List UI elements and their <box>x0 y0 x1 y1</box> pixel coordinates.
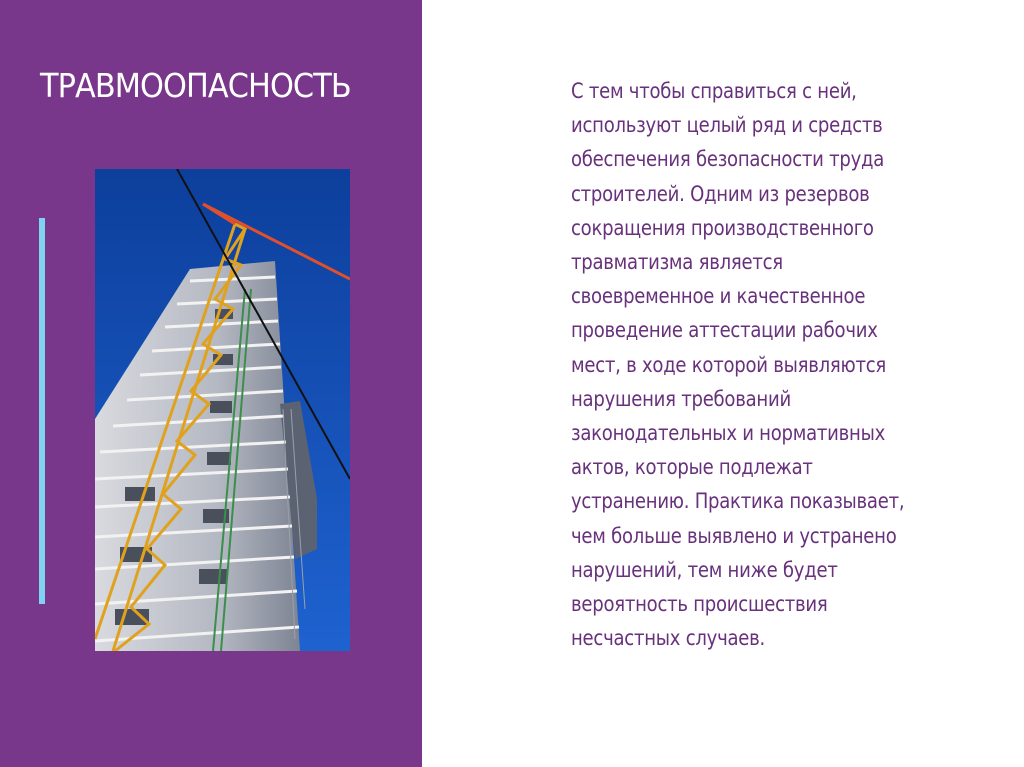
body-line: своевременное и качественное <box>571 284 866 309</box>
slide-title: ТРАВМООПАСНОСТЬ <box>40 66 351 105</box>
body-paragraph <box>571 74 932 655</box>
body-line: чем больше выявлено и устранено <box>571 523 897 548</box>
construction-photo <box>95 169 350 651</box>
body-line: мест, в ходе которой выявляются <box>571 352 886 377</box>
accent-bar <box>39 218 45 604</box>
body-line: законодательных и нормативных <box>571 421 886 446</box>
body-line: используют целый ряд и средств <box>571 113 883 138</box>
body-line: обеспечения безопасности труда <box>571 147 885 172</box>
body-line: вероятность происшествия <box>571 592 828 617</box>
body-line: травматизма является <box>571 250 783 275</box>
body-line: сокращения производственного <box>571 215 874 240</box>
left-panel <box>0 0 422 767</box>
body-line: нарушения требований <box>571 386 791 411</box>
body-line: устранению. Практика показывает, <box>571 489 905 514</box>
body-line: актов, которые подлежат <box>571 455 813 480</box>
body-line: нарушений, тем ниже будет <box>571 557 838 582</box>
body-line: проведение аттестации рабочих <box>571 318 878 343</box>
body-line: строителей. Одним из резервов <box>571 181 870 206</box>
body-line: несчастных случаев. <box>571 626 766 651</box>
body-line: С тем чтобы справиться с ней, <box>571 79 857 103</box>
